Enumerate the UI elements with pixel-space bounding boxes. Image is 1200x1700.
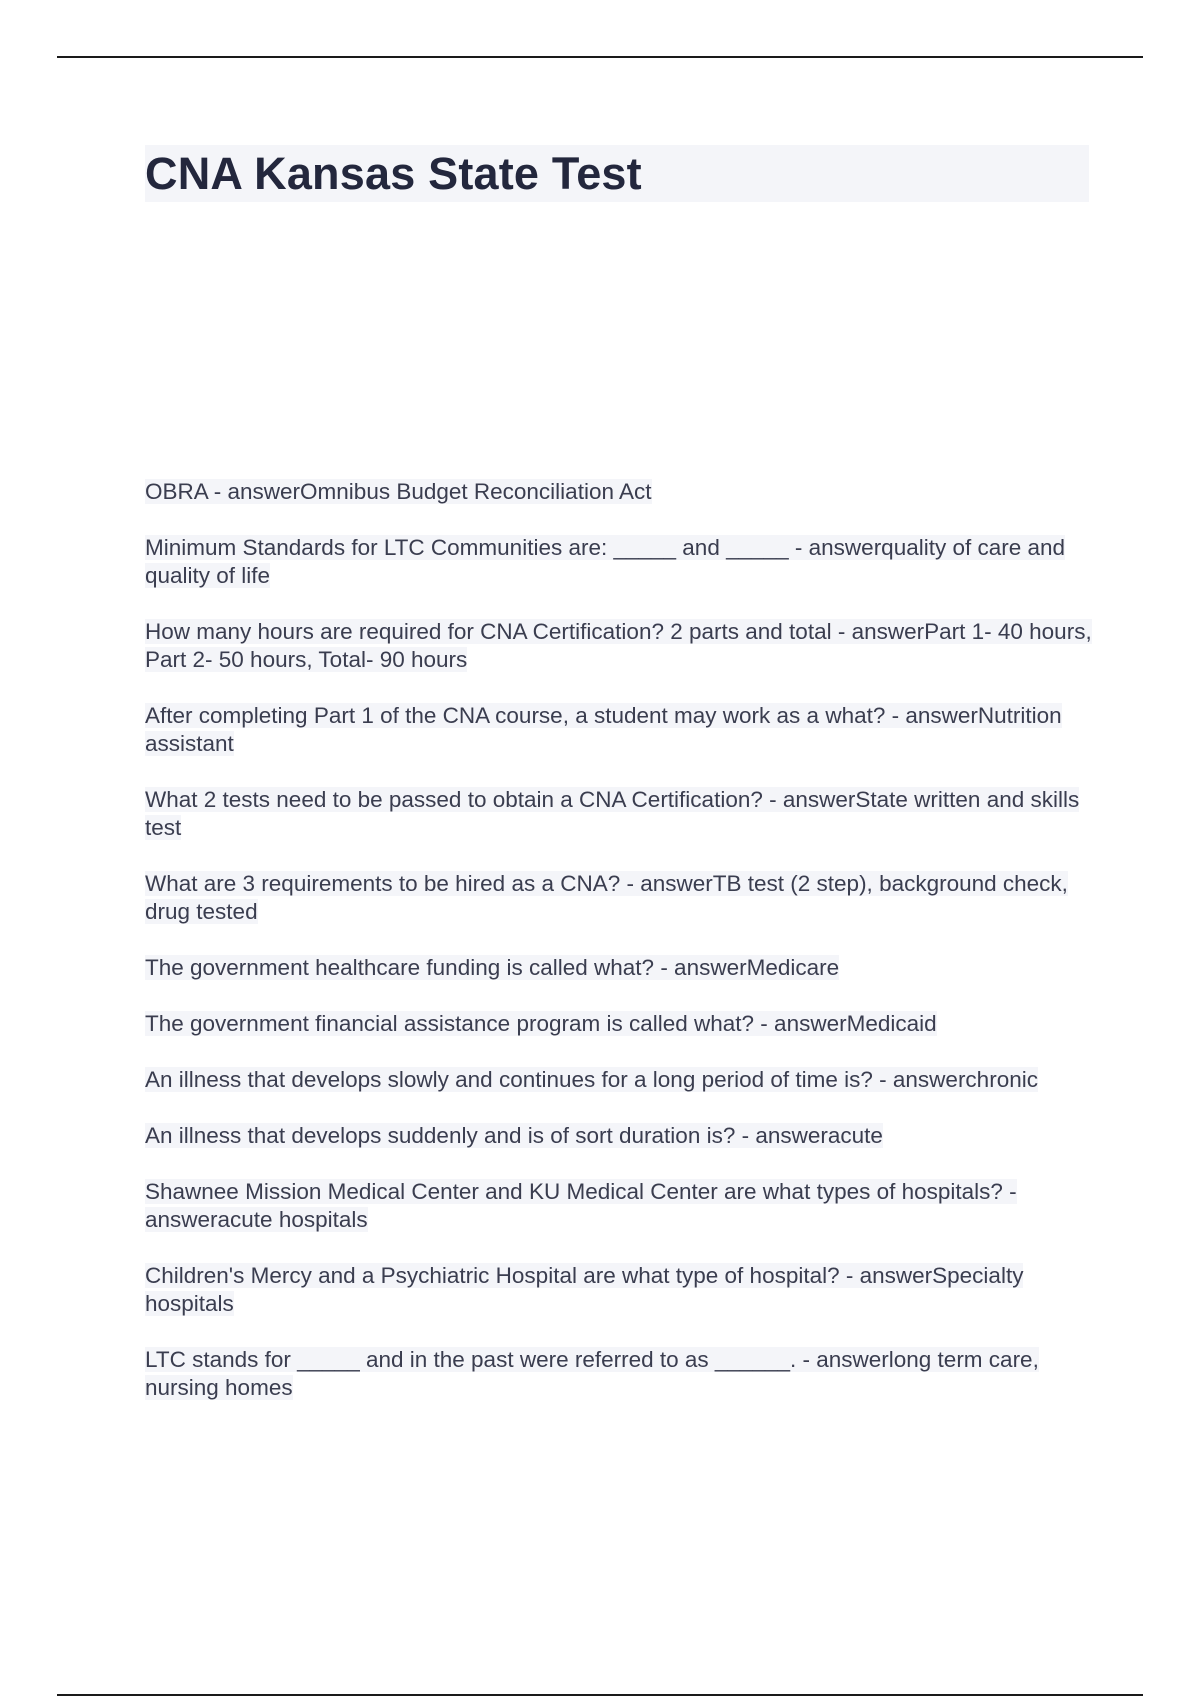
- qa-item: [145, 954, 1095, 982]
- top-divider: [57, 56, 1143, 58]
- qa-item: [145, 1010, 1095, 1038]
- qa-text: LTC stands for _____ and in the past were referred to as ______. - answerlong term care, nursing homes: [145, 1347, 1039, 1400]
- qa-text: The government healthcare funding is called what? - answerMedicare: [145, 955, 840, 980]
- qa-text: What are 3 requirements to be hired as a CNA? - answerTB test (2 step), background check, drug tested: [145, 871, 1068, 924]
- qa-item: [145, 870, 1095, 926]
- qa-text: What 2 tests need to be passed to obtain a CNA Certification? - answerState written and skills test: [145, 787, 1080, 840]
- qa-item: [145, 1262, 1095, 1318]
- qa-item: [145, 1346, 1095, 1402]
- qa-text: Children's Mercy and a Psychiatric Hospital are what type of hospital? - answerSpecialty hospitals: [145, 1263, 1024, 1316]
- qa-text: How many hours are required for CNA Certification? 2 parts and total - answerPart 1- 40 hours, Part 2- 50 hours, Total- 90 hours: [145, 619, 1092, 672]
- title-block: [145, 145, 1089, 202]
- qa-text: An illness that develops suddenly and is of sort duration is? - answeracute: [145, 1123, 883, 1148]
- qa-text: OBRA - answerOmnibus Budget Reconciliation Act: [145, 479, 652, 504]
- qa-item: [145, 478, 1095, 506]
- qa-item: [145, 1178, 1095, 1234]
- qa-text: After completing Part 1 of the CNA course, a student may work as a what? - answerNutrition assistant: [145, 703, 1062, 756]
- qa-item: [145, 702, 1095, 758]
- qa-item: [145, 618, 1095, 674]
- qa-text: Shawnee Mission Medical Center and KU Medical Center are what types of hospitals? - answeracute hospitals: [145, 1179, 1017, 1232]
- qa-item: [145, 786, 1095, 842]
- qa-item: [145, 1066, 1095, 1094]
- qa-text: The government financial assistance program is called what? - answerMedicaid: [145, 1011, 937, 1036]
- bottom-divider: [57, 1694, 1143, 1696]
- page-title: CNA Kansas State Test: [145, 148, 642, 199]
- qa-item: [145, 534, 1095, 590]
- qa-text: Minimum Standards for LTC Communities are: _____ and _____ - answerquality of care and quality of life: [145, 535, 1066, 588]
- qa-item: [145, 1122, 1095, 1150]
- qa-text: An illness that develops slowly and continues for a long period of time is? - answerchronic: [145, 1067, 1038, 1092]
- qa-list: [145, 478, 1095, 1430]
